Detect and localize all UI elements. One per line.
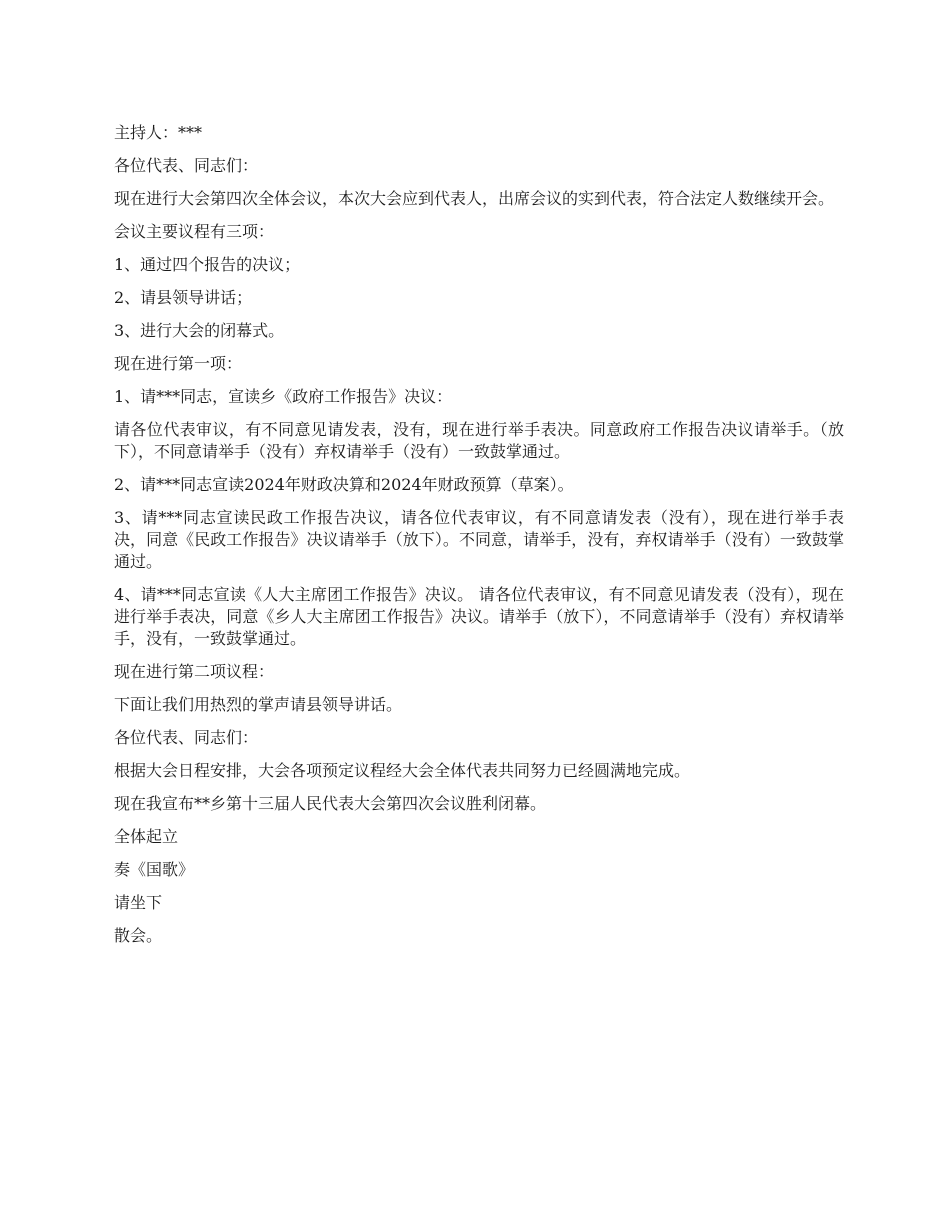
agenda-item-1: 1、通过四个报告的决议； — [114, 255, 301, 274]
sit-instruction: 请坐下 — [114, 893, 163, 912]
resolution-1: 1、请***同志，宣读乡《政府工作报告》决议： — [114, 387, 453, 406]
closing-greeting: 各位代表、同志们： — [114, 728, 259, 747]
closing-announcement: 现在我宣布**乡第十三届人民代表大会第四次会议胜利闭幕。 — [114, 794, 547, 813]
second-item-heading: 现在进行第二项议程： — [114, 662, 275, 681]
agenda-item-3: 3、进行大会的闭幕式。 — [114, 321, 285, 340]
resolution-4: 4、请***同志宣读《人大主席团工作报告》决议。 请各位代表审议，有不同意见请发表（没有），现在进行举手表决，同意《乡人大主席团工作报告》决议。请举手（放下），不同意请举手（没有）弃权请举手，没有，一致鼓掌通过。 — [114, 585, 844, 648]
agenda-heading: 会议主要议程有三项： — [114, 222, 275, 241]
adjourn-line: 散会。 — [114, 926, 163, 945]
resolution-3: 3、请***同志宣读民政工作报告决议，请各位代表审议，有不同意请发表（没有），现在进行举手表决，同意《民政工作报告》决议请举手（放下）。不同意，请举手，没有，弃权请举手（没有）一致鼓掌通过。 — [114, 508, 844, 571]
document-page — [114, 122, 844, 958]
opening-paragraph: 现在进行大会第四次全体会议，本次大会应到代表人，出席会议的实到代表，符合法定人数继续开会。 — [114, 189, 835, 208]
resolution-2: 2、请***同志宣读2024年财政决算和2024年财政预算（草案）。 — [114, 475, 574, 494]
stand-instruction: 全体起立 — [114, 827, 179, 846]
greeting: 各位代表、同志们： — [114, 156, 259, 175]
leader-speech-intro: 下面让我们用热烈的掌声请县领导讲话。 — [114, 695, 403, 714]
agenda-item-2: 2、请县领导讲话； — [114, 288, 253, 307]
resolution-1-vote: 请各位代表审议，有不同意见请发表，没有，现在进行举手表决。同意政府工作报告决议请举手。（放下），不同意请举手（没有）弃权请举手（没有）一致鼓掌通过。 — [114, 420, 844, 461]
host-line: 主持人：*** — [114, 123, 203, 142]
completion-statement: 根据大会日程安排，大会各项预定议程经大会全体代表共同努力已经圆满地完成。 — [114, 761, 691, 780]
first-item-heading: 现在进行第一项： — [114, 354, 243, 373]
anthem-instruction: 奏《国歌》 — [114, 860, 195, 879]
